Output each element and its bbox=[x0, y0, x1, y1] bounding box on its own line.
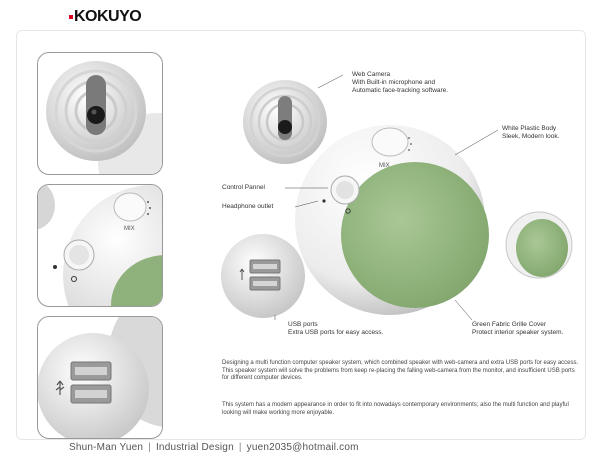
label-web-camera-line2: With Built-in microphone and bbox=[352, 79, 436, 86]
label-control-pannel: Control Pannel bbox=[222, 184, 265, 191]
description-paragraph-1: Designing a multi function computer speaker system, which combined speaker with web-camera and extra USB ports for easy access. This speaker system will solve the problems from keep re-placing the falling web-camera from the monitor, and insufficient USB ports for different computer devices. bbox=[222, 360, 579, 382]
thumbnail-control-panel[interactable] bbox=[37, 184, 163, 307]
svg-text:MIX: MIX bbox=[124, 226, 135, 232]
footer-separator: | bbox=[238, 442, 242, 453]
control-panel-closeup-image bbox=[38, 185, 162, 306]
label-white-body bbox=[502, 125, 559, 141]
thumbnail-webcam[interactable] bbox=[37, 52, 163, 175]
footer-discipline: Industrial Design bbox=[155, 442, 234, 453]
green-grille-shape bbox=[341, 162, 489, 308]
label-green-grille-title: Green Fabric Grille Cover bbox=[472, 321, 547, 328]
label-white-body-line2: Sleek, Modern look. bbox=[502, 133, 560, 140]
label-usb-title: USB ports bbox=[288, 321, 318, 328]
footer-email[interactable]: yuen2035@hotmail.com bbox=[246, 442, 359, 453]
footer bbox=[69, 442, 359, 453]
footer-name: Shun-Man Yuen bbox=[69, 442, 144, 453]
webcam-closeup-image bbox=[38, 53, 162, 174]
thumbnail-usb[interactable] bbox=[37, 316, 163, 439]
label-web-camera-line3: Automatic face-tracking software. bbox=[352, 87, 449, 94]
mix-label: MIX bbox=[379, 163, 390, 169]
label-white-body-title: White Plastic Body bbox=[502, 125, 557, 132]
label-web-camera bbox=[352, 71, 448, 95]
usb-closeup-image bbox=[38, 317, 162, 438]
label-headphone-outlet: Headphone outlet bbox=[222, 203, 274, 210]
label-green-grille bbox=[472, 321, 563, 337]
logo-red-mark bbox=[69, 15, 73, 19]
label-usb-line2: Extra USB ports for easy access. bbox=[288, 329, 384, 336]
brand-logo bbox=[74, 8, 141, 26]
logo-text: KOKUYO bbox=[74, 8, 142, 25]
label-green-grille-line2: Protect interior speaker system. bbox=[472, 329, 564, 336]
usb-ball-shape bbox=[221, 234, 305, 318]
footer-separator: | bbox=[148, 442, 151, 453]
label-usb-ports bbox=[288, 321, 383, 337]
label-web-camera-title: Web Camera bbox=[352, 71, 391, 78]
description-paragraph-2: This system has a modern appearance in order to fit into nowadays contemporary environments; also the multi function and playful looking will make working more enjoyable. bbox=[222, 402, 569, 416]
